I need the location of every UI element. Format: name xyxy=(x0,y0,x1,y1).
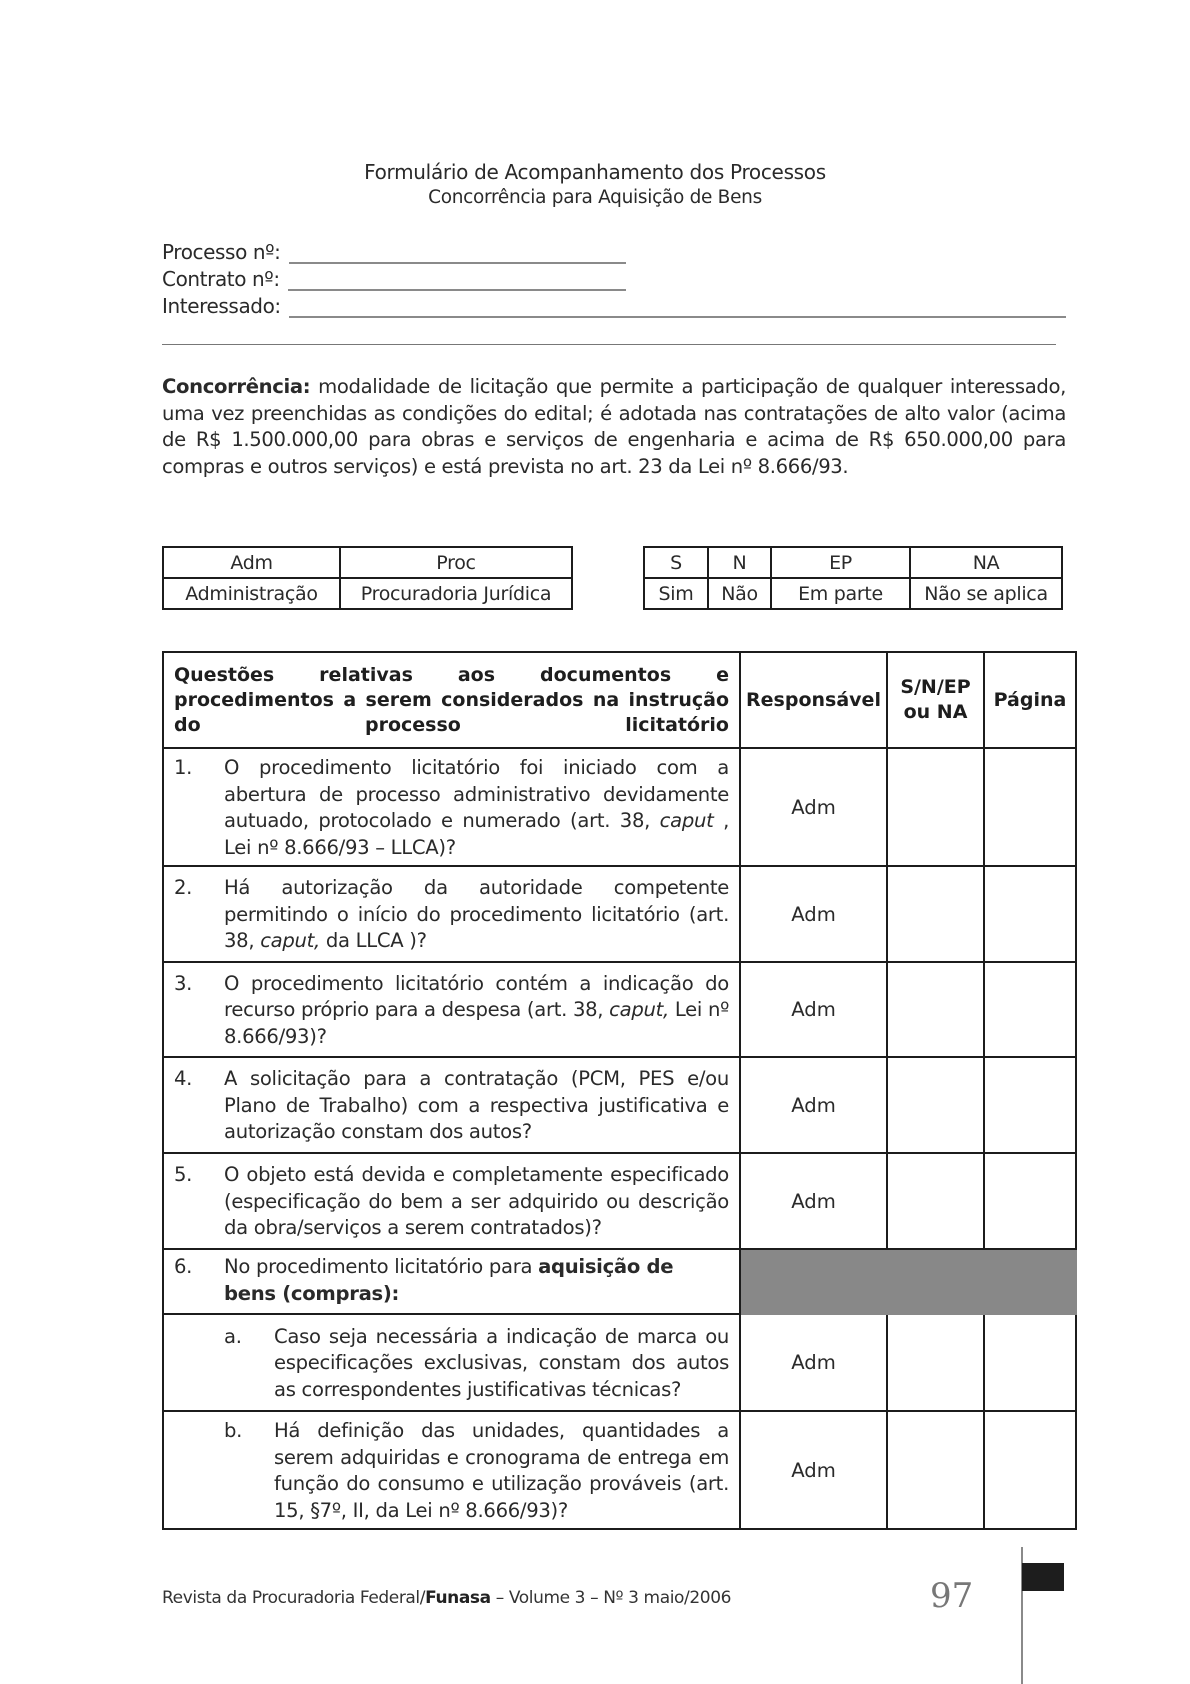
page-cell[interactable] xyxy=(984,1153,1076,1249)
processo-input-line[interactable] xyxy=(289,244,626,264)
question-text: O procedimento licitatório contém a indicação do recurso próprio para a despesa (art. 38, caput, Lei nº 8.666/93)? xyxy=(224,971,729,1048)
page-cell[interactable] xyxy=(984,1314,1076,1411)
responsavel-cell: Adm xyxy=(740,1314,887,1411)
section-tab-marker xyxy=(1022,1563,1064,1591)
answer-cell[interactable] xyxy=(887,1057,984,1153)
footer-citation xyxy=(162,1588,731,1608)
question-cell xyxy=(163,1057,740,1153)
table-header-row xyxy=(163,652,1076,748)
legend-meaning-proc: Procuradoria Jurídica xyxy=(340,578,572,609)
page-cell[interactable] xyxy=(984,1057,1076,1153)
question-text: Há autorização da autoridade competente permitindo o início do procedimento licitatório (art. 38, caput, da LLCA )? xyxy=(224,876,729,953)
legend-code-n: N xyxy=(708,547,771,578)
checklist-table xyxy=(162,651,1077,1530)
legend-meaning-adm: Administração xyxy=(163,578,340,609)
header-answer-line1: S/N/EP xyxy=(900,676,971,698)
question-cell xyxy=(163,1153,740,1249)
section-cell xyxy=(163,1249,740,1314)
contrato-input-line[interactable] xyxy=(288,271,626,291)
legend-meaning-na: Não se aplica xyxy=(910,578,1062,609)
intro-term: Concorrência: xyxy=(162,375,311,398)
question-cell xyxy=(163,748,740,866)
field-label: Interessado: xyxy=(162,294,281,318)
intro-paragraph xyxy=(162,374,1066,481)
legend-code-ep: EP xyxy=(771,547,910,578)
legend-meaning-ep: Em parte xyxy=(771,578,910,609)
header-answer xyxy=(887,652,984,748)
table-row xyxy=(163,1314,1076,1411)
responsavel-cell: Adm xyxy=(740,866,887,962)
footer-issue: – Volume 3 – Nº 3 maio/2006 xyxy=(490,1588,732,1608)
question-number: 2. xyxy=(174,876,193,900)
legend-code-adm: Adm xyxy=(163,547,340,578)
table-row xyxy=(163,1057,1076,1153)
table-row xyxy=(163,1153,1076,1249)
legend-code-s: S xyxy=(644,547,708,578)
form-title: Formulário de Acompanhamento dos Processos xyxy=(364,160,826,184)
answer-cell[interactable] xyxy=(887,866,984,962)
question-cell xyxy=(163,1314,740,1411)
legend-meaning-s: Sim xyxy=(644,578,708,609)
page-cell[interactable] xyxy=(984,748,1076,866)
page-cell[interactable] xyxy=(984,1411,1076,1529)
header-page: Página xyxy=(984,652,1076,748)
question-number: 4. xyxy=(174,1067,193,1091)
question-number: 5. xyxy=(174,1163,193,1187)
question-letter: a. xyxy=(224,1324,242,1348)
question-text: Há definição das unidades, quantidades a serem adquiridas e cronograma de entrega em função do consumo e utilização prováveis (art. 15, §7º, II, da Lei nº 8.666/93)? xyxy=(274,1419,729,1522)
question-number: 6. xyxy=(174,1255,193,1278)
responsavel-cell: Adm xyxy=(740,748,887,866)
field-label: Processo nº: xyxy=(162,240,281,264)
section-text: No procedimento licitatório para aquisição de bens (compras): xyxy=(224,1255,674,1305)
intro-text: modalidade de licitação que permite a participação de qualquer interessado, uma vez preenchidas as condições do edital; é adotada nas contratações de alto valor (acima de R$ 1.500.000,00 para obras e serviços de engenharia e acima de R$ 650.000,00 para compras e outros serviços) e está prevista no art. 23 da Lei nº 8.666/93. xyxy=(162,375,1066,479)
responsavel-cell: Adm xyxy=(740,1153,887,1249)
header-responsavel: Responsável xyxy=(740,652,887,748)
table-row xyxy=(163,748,1076,866)
header-answer-line2: ou NA xyxy=(903,701,968,723)
question-letter: b. xyxy=(224,1419,243,1442)
page-number: 97 xyxy=(930,1576,974,1616)
form-subtitle: Concorrência para Aquisição de Bens xyxy=(428,187,762,208)
field-label: Contrato nº: xyxy=(162,267,280,291)
shaded-cell xyxy=(740,1249,1076,1314)
answer-cell[interactable] xyxy=(887,962,984,1057)
table-section-row xyxy=(163,1249,1076,1314)
question-cell xyxy=(163,1411,740,1529)
answer-cell[interactable] xyxy=(887,1314,984,1411)
field-interessado xyxy=(162,294,1066,318)
question-cell xyxy=(163,866,740,962)
interessado-input-line[interactable] xyxy=(289,298,1066,318)
responsavel-cell: Adm xyxy=(740,962,887,1057)
question-text: Caso seja necessária a indicação de marca ou especificações exclusivas, constam dos autos as correspondentes justificativas técnicas? xyxy=(274,1324,729,1401)
responsavel-cell: Adm xyxy=(740,1057,887,1153)
page-cell[interactable] xyxy=(984,962,1076,1057)
table-row xyxy=(163,1411,1076,1529)
responsavel-cell: Adm xyxy=(740,1411,887,1529)
table-row xyxy=(163,962,1076,1057)
field-processo xyxy=(162,240,626,264)
footer-journal: Revista da Procuradoria Federal/ xyxy=(162,1588,426,1608)
question-text: O procedimento licitatório foi iniciado com a abertura de processo administrativo devidamente autuado, protocolado e numerado (art. 38, caput , Lei nº 8.666/93 – LLCA)? xyxy=(224,756,729,859)
footer-brand: Funasa xyxy=(425,1588,491,1608)
table-row xyxy=(163,866,1076,962)
legend-meaning-n: Não xyxy=(708,578,771,609)
legend-respostas xyxy=(643,546,1063,610)
question-number: 1. xyxy=(174,756,193,779)
answer-cell[interactable] xyxy=(887,1411,984,1529)
question-text: A solicitação para a contratação (PCM, PES e/ou Plano de Trabalho) com a respectiva justificativa e autorização constam dos autos? xyxy=(224,1067,729,1144)
legend-code-na: NA xyxy=(910,547,1062,578)
answer-cell[interactable] xyxy=(887,748,984,866)
legend-responsaveis xyxy=(162,546,573,610)
question-cell xyxy=(163,962,740,1057)
interessado-continuation-line[interactable] xyxy=(162,344,1056,345)
question-number: 3. xyxy=(174,971,193,995)
field-contrato xyxy=(162,267,626,291)
legend-code-proc: Proc xyxy=(340,547,572,578)
page-cell[interactable] xyxy=(984,866,1076,962)
header-questions: Questões relativas aos documentos e procedimentos a serem considerados na instrução do processo licitatório xyxy=(163,652,740,748)
answer-cell[interactable] xyxy=(887,1153,984,1249)
question-text: O objeto está devida e completamente especificado (especificação do bem a ser adquirido ou descrição da obra/serviços a serem contratados)? xyxy=(224,1163,729,1240)
